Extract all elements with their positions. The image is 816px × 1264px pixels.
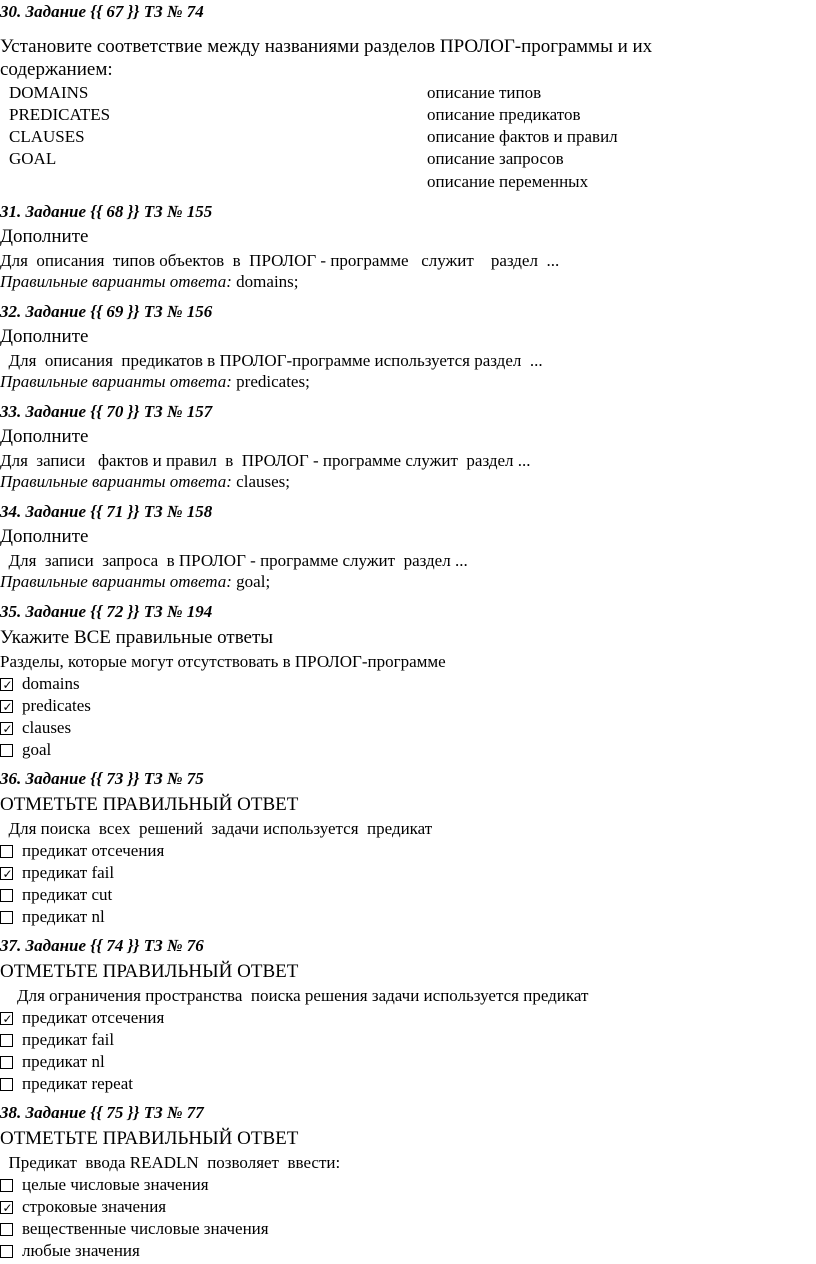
answer-option[interactable] [0,1030,114,1050]
answer-label: Правильные варианты ответа: [0,272,232,291]
question-text: Разделы, которые могут отсутствовать в ПРОЛОГ-программе [0,652,446,671]
option-label: предикат nl [22,1052,105,1071]
option-label: goal [22,740,52,759]
option-label: предикат nl [22,907,105,926]
answer-line [0,572,270,592]
answer-value: clauses; [231,472,290,491]
match-right-item: описание типов [427,83,542,102]
question-instruction: Дополните [0,426,89,447]
question-instruction: ОТМЕТЬТЕ ПРАВИЛЬНЫЙ ОТВЕТ [0,1128,299,1149]
checkbox-empty-icon[interactable] [0,911,13,924]
answer-option[interactable] [0,1175,209,1195]
question-instruction: Дополните [0,226,89,247]
answer-option[interactable] [0,1241,140,1261]
checkbox-empty-icon[interactable] [0,1179,13,1192]
question-instruction: Дополните [0,326,89,347]
option-label: предикат cut [22,885,113,904]
answer-option[interactable] [0,674,80,694]
answer-option[interactable] [0,907,105,927]
question-text: Для поиска всех решений задачи используется предикат [0,819,433,838]
question-text: Для описания предикатов в ПРОЛОГ-программе используется раздел ... [0,351,543,370]
question-header: 34. Задание {{ 71 }} ТЗ № 158 [0,502,213,521]
question-header: 36. Задание {{ 73 }} ТЗ № 75 [0,769,204,788]
answer-value: goal; [231,572,271,591]
answer-option[interactable] [0,1008,164,1028]
option-label: domains [22,674,80,693]
checkbox-empty-icon[interactable] [0,1056,13,1069]
answer-line [0,372,310,392]
match-right-item: описание запросов [427,149,564,168]
option-label: предикат repeat [22,1074,133,1093]
option-label: предикат fail [22,863,115,882]
checkbox-empty-icon[interactable] [0,1223,13,1236]
option-label: предикат отсечения [22,841,165,860]
question-header: 38. Задание {{ 75 }} ТЗ № 77 [0,1103,204,1122]
checkbox-checked-icon[interactable] [0,1201,13,1214]
answer-option[interactable] [0,863,114,883]
question-instruction: Укажите ВСЕ правильные ответы [0,627,274,648]
match-left-item: CLAUSES [9,127,85,146]
checkbox-empty-icon[interactable] [0,1034,13,1047]
option-label: строковые значения [22,1197,167,1216]
answer-option[interactable] [0,1074,133,1094]
question-text: Для описания типов объектов в ПРОЛОГ - программе служит раздел ... [0,251,560,270]
option-label: вещественные числовые значения [22,1219,269,1238]
question-header: 33. Задание {{ 70 }} ТЗ № 157 [0,402,213,421]
answer-label: Правильные варианты ответа: [0,472,232,491]
question-header: 31. Задание {{ 68 }} ТЗ № 155 [0,202,213,221]
option-label: целые числовые значения [22,1175,209,1194]
option-label: clauses [22,718,72,737]
answer-label: Правильные варианты ответа: [0,572,232,591]
answer-option[interactable] [0,740,51,760]
match-left-item: PREDICATES [9,105,111,124]
option-label: любые значения [22,1241,140,1260]
answer-value: predicates; [231,372,310,391]
answer-option[interactable] [0,1197,166,1217]
question-text: Для записи фактов и правил в ПРОЛОГ - программе служит раздел ... [0,451,531,470]
option-label: predicates [22,696,91,715]
question-text: Для ограничения пространства поиска решения задачи используется предикат [0,986,589,1005]
checkbox-empty-icon[interactable] [0,1245,13,1258]
answer-label: Правильные варианты ответа: [0,372,232,391]
question-header: 35. Задание {{ 72 }} ТЗ № 194 [0,602,213,621]
answer-option[interactable] [0,1219,269,1239]
checkbox-checked-icon[interactable] [0,722,13,735]
answer-option[interactable] [0,1052,105,1072]
answer-line [0,472,290,492]
question-instruction: ОТМЕТЬТЕ ПРАВИЛЬНЫЙ ОТВЕТ [0,961,299,982]
checkbox-empty-icon[interactable] [0,889,13,902]
question-text: Для записи запроса в ПРОЛОГ - программе служит раздел ... [0,551,468,570]
option-label: предикат fail [22,1030,115,1049]
question-instruction: ОТМЕТЬТЕ ПРАВИЛЬНЫЙ ОТВЕТ [0,794,299,815]
answer-option[interactable] [0,718,71,738]
question-instruction: Установите соответствие между названиями разделов ПРОЛОГ-программы и их [0,36,653,57]
question-instruction-cont: содержанием: [0,59,113,80]
question-header: 30. Задание {{ 67 }} ТЗ № 74 [0,2,204,21]
question-instruction: Дополните [0,526,89,547]
option-label: предикат отсечения [22,1008,165,1027]
answer-option[interactable] [0,841,164,861]
question-header: 37. Задание {{ 74 }} ТЗ № 76 [0,936,204,955]
checkbox-empty-icon[interactable] [0,845,13,858]
checkbox-empty-icon[interactable] [0,744,13,757]
checkbox-checked-icon[interactable] [0,1012,13,1025]
checkbox-checked-icon[interactable] [0,867,13,880]
match-right-item: описание переменных [427,172,589,191]
match-left-item: DOMAINS [9,83,89,102]
match-right-item: описание фактов и правил [427,127,618,146]
checkbox-empty-icon[interactable] [0,1078,13,1091]
question-header: 32. Задание {{ 69 }} ТЗ № 156 [0,302,213,321]
answer-line [0,272,299,292]
answer-value: domains; [231,272,299,291]
question-text: Предикат ввода READLN позволяет ввести: [0,1153,341,1172]
answer-option[interactable] [0,696,91,716]
match-left-item: GOAL [9,149,57,168]
answer-option[interactable] [0,885,112,905]
checkbox-checked-icon[interactable] [0,678,13,691]
match-right-item: описание предикатов [427,105,581,124]
checkbox-checked-icon[interactable] [0,700,13,713]
